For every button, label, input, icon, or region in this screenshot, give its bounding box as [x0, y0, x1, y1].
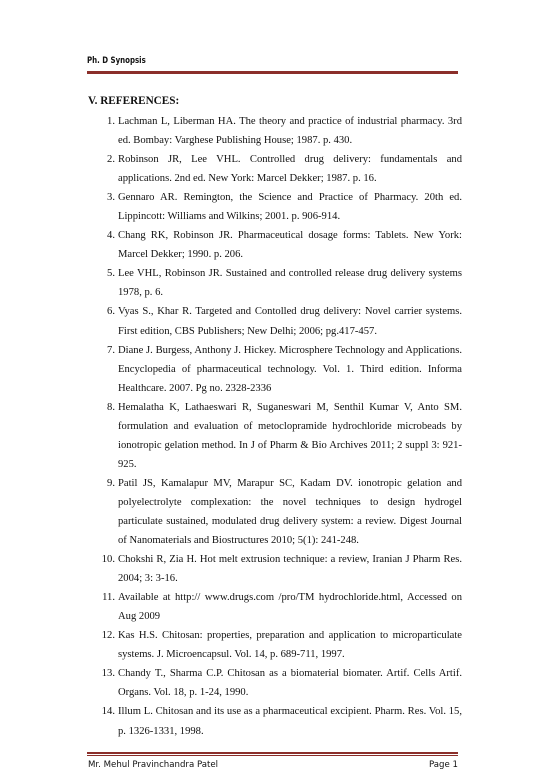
reference-number: 13.: [101, 668, 115, 680]
footer-author: Mr. Mehul Pravinchandra Patel: [88, 760, 219, 770]
footer-rule-thin: [87, 755, 458, 756]
reference-text: Patil JS, Kamalapur MV, Marapur SC, Kadam DV. ionotropic gelation and polyelectrolyte complexation: the novel techniques to design hydrogel particulate sustained, modulated drug delivery system: a review. Digest Journal of Nanomaterials and Biostructures 2010; 5(1): 241-248.: [118, 477, 462, 547]
reference-item: [101, 550, 462, 588]
reference-number: 11.: [102, 592, 115, 604]
reference-item: [107, 302, 462, 340]
reference-text: Chandy T., Sharma C.P. Chitosan as a biomaterial biomater. Artif. Cells Artif. Organs. Vol. 18, p. 1-24, 1990.: [118, 668, 462, 699]
reference-text: Kas H.S. Chitosan: properties, preparation and application to microparticulate systems. J. Microencapsul. Vol. 14, p. 689-711, 1997.: [118, 630, 462, 661]
footer-page-number: Page 1: [428, 760, 458, 770]
reference-number: 3.: [107, 192, 115, 204]
reference-text: Hemalatha K, Lathaeswari R, Suganeswari M, Senthil Kumar V, Anto SM. formulation and evaluation of metoclopramide hydrochloride microbeads by ionotropic gelation method. In J of Pharm & Bio Archives 2011; 2 suppl 3: 921-925.: [118, 401, 462, 470]
reference-number: 6.: [107, 306, 115, 318]
reference-item: [107, 188, 462, 226]
reference-text: Vyas S., Khar R. Targeted and Contolled drug delivery: Novel carrier systems. First edition, CBS Publishers; New Delhi; 2006; pg.417-457.: [118, 306, 462, 337]
reference-item: [107, 341, 462, 398]
reference-list: [101, 112, 462, 741]
reference-text: Robinson JR, Lee VHL. Controlled drug delivery: fundamentals and applications. 2nd ed. New York: Marcel Dekker; 1987. p. 16.: [118, 154, 462, 185]
reference-item: [107, 264, 462, 302]
reference-number: 4.: [107, 230, 115, 242]
footer-rule: [87, 752, 458, 754]
reference-number: 5.: [107, 268, 115, 280]
reference-item: [107, 226, 462, 264]
reference-text: Gennaro AR. Remington, the Science and Practice of Pharmacy. 20th ed. Lippincott: Williams and Wilkins; 2001. p. 906-914.: [118, 192, 462, 223]
reference-item: [107, 398, 462, 474]
reference-text: Available at http:// www.drugs.com /pro/TM hydrochloride.html, Accessed on Aug 2009: [118, 592, 462, 623]
reference-number: 8.: [107, 401, 115, 413]
reference-item: [107, 150, 462, 188]
reference-number: 1.: [107, 116, 115, 127]
reference-item: [101, 702, 462, 740]
reference-item: [107, 474, 462, 550]
reference-number: 10.: [101, 554, 115, 566]
reference-item: [101, 626, 462, 664]
reference-text: Lachman L, Liberman HA. The theory and practice of industrial pharmacy. 3rd ed. Bombay: Varghese Publishing House; 1987. p. 430.: [118, 116, 462, 147]
header-rule: [87, 71, 458, 74]
reference-number: 2.: [107, 154, 115, 166]
reference-item: [101, 664, 462, 702]
reference-number: 9.: [107, 477, 115, 489]
reference-text: Chokshi R, Zia H. Hot melt extrusion technique: a review, Iranian J Pharm Res. 2004; 3: 3-16.: [118, 554, 462, 585]
reference-item: [107, 112, 462, 150]
reference-number: 7.: [107, 344, 115, 356]
reference-text: Diane J. Burgess, Anthony J. Hickey. Microsphere Technology and Applications. Encyclopedia of pharmaceutical technology. Vol. 1. Third edition. Informa Healthcare. 2007. Pg no. 2328-2336: [118, 344, 462, 394]
reference-number: 12.: [101, 630, 115, 642]
reference-text: Illum L. Chitosan and its use as a pharmaceutical excipient. Pharm. Res. Vol. 15, p. 1326-1331, 1998.: [118, 706, 462, 737]
reference-text: Lee VHL, Robinson JR. Sustained and controlled release drug delivery systems 1978, p. 6.: [118, 268, 462, 299]
section-heading: V. REFERENCES:: [88, 95, 180, 107]
header-title: Ph. D Synopsis: [87, 56, 146, 66]
reference-item: [102, 588, 462, 626]
reference-number: 14.: [101, 706, 115, 718]
reference-text: Chang RK, Robinson JR. Pharmaceutical dosage forms: Tablets. New York: Marcel Dekker; 1990. p. 206.: [118, 230, 462, 261]
